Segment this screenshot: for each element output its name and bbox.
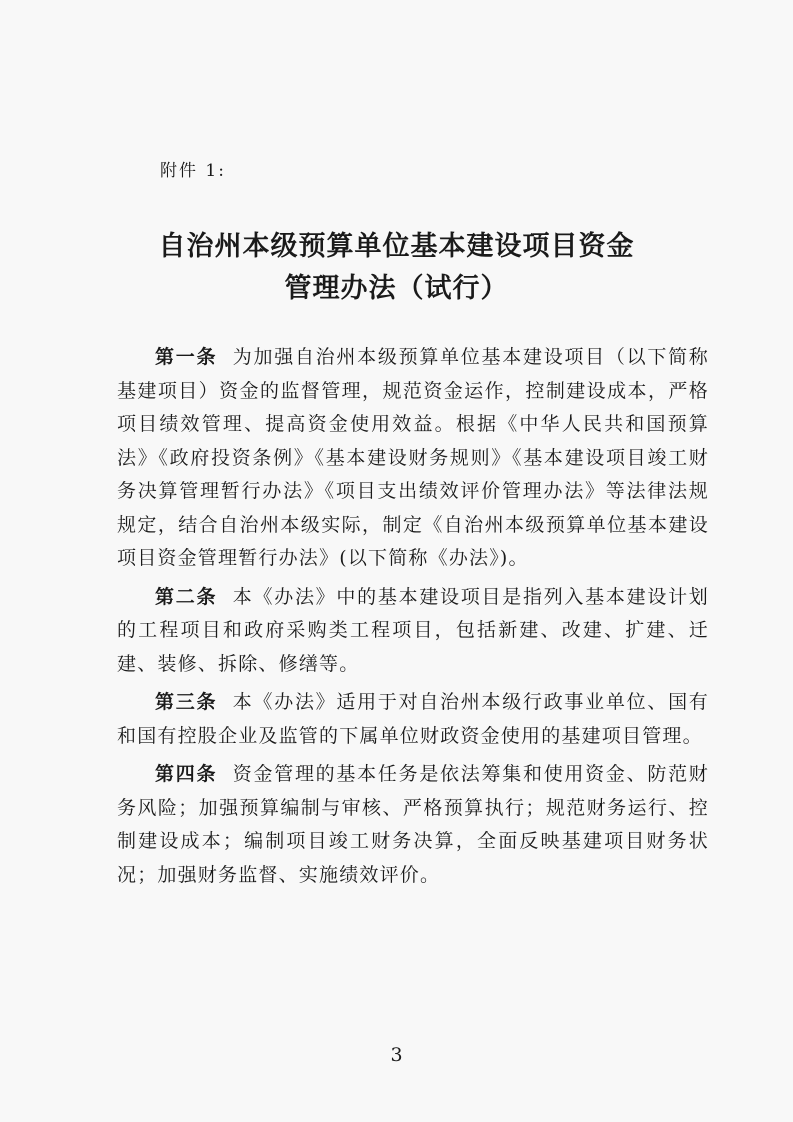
document-title-line-1: 自治州本级预算单位基本建设项目资金 bbox=[158, 231, 635, 262]
page-number: 3 bbox=[390, 1044, 403, 1066]
article-2-heading: 第二条 bbox=[155, 585, 218, 608]
document-body bbox=[117, 341, 709, 897]
article-2-text: 本《办法》中的基本建设项目是指列入基本建设计划的工程项目和政府采购类工程项目，包括新建、改建、扩建、迁建、装修、拆除、修缮等。 bbox=[117, 585, 710, 675]
document-title-line-2: 管理办法（试行） bbox=[284, 273, 509, 304]
article-3-text: 本《办法》适用于对自治州本级行政事业单位、国有和国有控股企业及监管的下属单位财政资金使用的基建项目管理。 bbox=[117, 691, 710, 747]
article-1-text: 为加强自治州本级预算单位基本建设项目（以下简称基建项目）资金的监督管理，规范资金运作，控制建设成本，严格项目绩效管理、提高资金使用效益。根据《中华人民共和国预算法》《政府投资条例》《基本建设财务规则》《基本建设项目竣工财务决算管理暂行办法》《项目支出绩效评价管理办法》等法律法规规定，结合自治州本级实际，制定《自治州本级预算单位基本建设项目资金管理暂行办法》(以下简称《办法》)。 bbox=[117, 346, 710, 569]
article-1 bbox=[117, 341, 709, 576]
article-2 bbox=[117, 581, 709, 682]
article-4-text: 资金管理的基本任务是依法筹集和使用资金、防范财务风险；加强预算编制与审核、严格预算执行；规范财务运行、控制建设成本；编制项目竣工财务决算，全面反映基建项目财务状况；加强财务监督、实施绩效评价。 bbox=[117, 763, 710, 886]
attachment-label: 附件 1: bbox=[160, 161, 226, 181]
article-3-heading: 第三条 bbox=[155, 691, 218, 713]
article-4-heading: 第四条 bbox=[155, 763, 218, 785]
article-1-heading: 第一条 bbox=[155, 346, 218, 368]
article-3 bbox=[117, 686, 709, 753]
article-4 bbox=[117, 758, 709, 892]
